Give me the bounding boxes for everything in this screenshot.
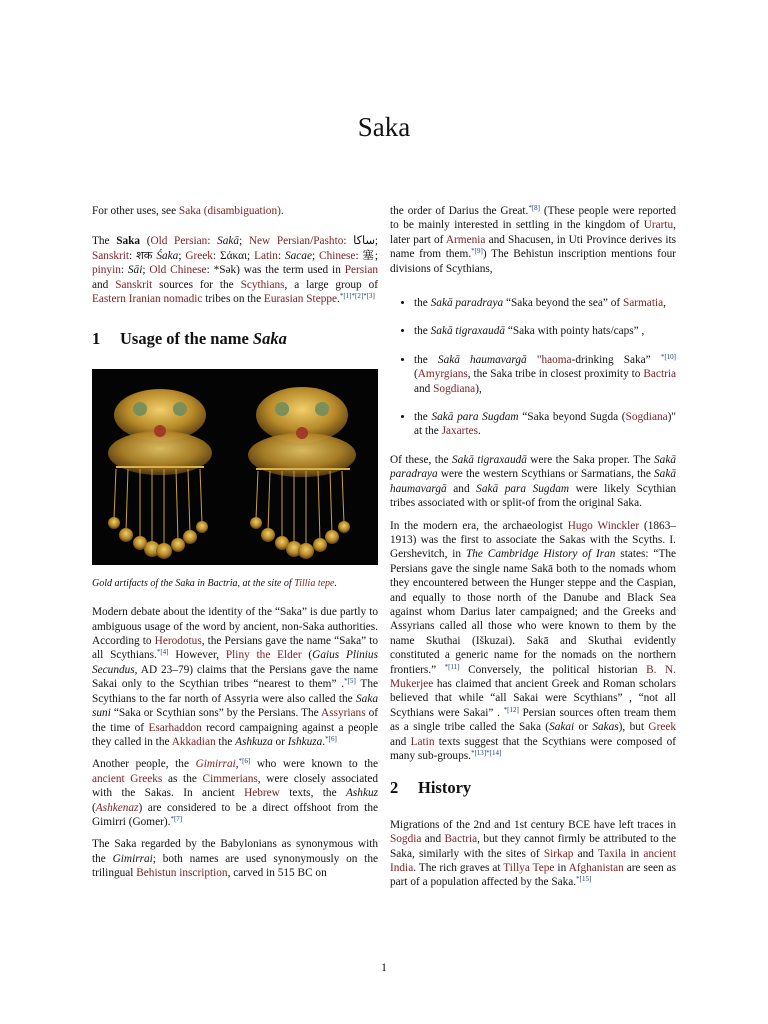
text: Of these, the [390,453,452,466]
text: The Saka regarded by the Babylonians as synonymous with the [92,838,378,865]
text: or [272,735,288,748]
text: were the Saka proper. The [526,453,655,466]
citation-ref[interactable]: *[7] [170,814,183,823]
term-arabic: ساکا [353,235,375,248]
term: Sāi [127,264,143,277]
link-taxila[interactable]: Taxila [597,847,627,860]
text: , later part of [390,219,676,246]
hatnote-end: . [280,205,284,217]
list-item [414,353,676,396]
term: Sakas [592,721,619,734]
link-new-persian[interactable]: New Persian [248,235,311,248]
gold-artifacts-illustration [92,369,378,565]
text: : शक [129,249,157,262]
text: and [446,482,477,495]
text: has claimed that ancient Greek and Roman scholars believed that while “all Sakai were Scythians” , “not all Scythians were Sakai” . [390,677,676,719]
text: “Saka beyond the sea” of [503,297,623,310]
gold-artifacts-photo [92,369,378,565]
section-number: 2 [390,778,399,798]
text: Another people, the [92,758,196,771]
text: ; [142,264,150,277]
link-herodotus[interactable]: Herodotus [154,635,202,648]
term: Sakā [217,235,240,248]
text: Conversely, the political historian [459,663,647,676]
link-haoma[interactable]: haoma [541,353,572,366]
link-latin[interactable]: Latin [410,735,435,748]
term: Sacae [285,249,312,262]
citation-ref[interactable]: *[6] [325,734,337,743]
text: (1863–1913) was the first to associate the Sakas with the Scyths. I. Gershevitch, in [390,519,676,561]
paragraph-usage-2 [92,757,378,829]
page-title: Saka [357,112,411,142]
text: states: “The Persians gave the single name Sakā both to the nomads whom they encountered between the Hunger steppe and the Caspian, and equally to those north of the Danube and Black Sea against whom Darius later campaigned; and the Greeks and Assyrians called all those who were known to them by the name Skuthai (Iškuzai). Sakā and Skuthai evidently constituted a generic name for the nomads on the northern frontiers.” [390,548,677,676]
text: Persian sources often tream them as a single tribe called the Saka ( [390,706,676,734]
link-persian[interactable]: Persian [344,264,378,277]
text: : Σάκαι; [212,249,255,262]
text: as the [162,772,203,785]
disambiguation-link[interactable]: Saka (disambiguation) [178,205,281,217]
text: Modern debate about the identity of the “Saka” is due partly to ambiguous usage of the word by ancient, non-Saka authorities. According to [92,606,378,648]
link-sarmatia[interactable]: Sarmatia [622,297,664,310]
text: the [414,353,438,366]
term: Sakā paradraya [390,453,676,481]
term: Gaius Plinius Secundus [92,649,378,676]
page-number: 1 [381,960,387,974]
term: Sakai [549,721,575,734]
paragraph-usage-3 [92,837,378,880]
link-sogdiana[interactable]: Sogdiana [433,382,476,395]
text: ; [311,249,320,262]
text: ; [178,249,186,262]
text: ; [239,235,249,248]
text: in [554,862,569,875]
text: , the Saka tribe in closest proximity to [467,368,644,381]
text: / [310,235,314,248]
text: . [322,735,326,748]
citation-ref[interactable]: *[15] [576,875,592,884]
link-pashto[interactable]: Pashto [313,235,344,248]
section-number: 1 [92,329,101,349]
citation-ref[interactable]: *[14] [486,749,502,757]
citation-ref[interactable]: *[8] [528,204,540,212]
text: The Scythians to the far north of Assyria were also called the [92,678,378,705]
text: : [277,249,285,262]
text: ), [475,382,482,395]
section-title-em: Saka [252,329,287,349]
text: ( [414,368,418,381]
citation-ref[interactable]: *[4] [156,648,169,657]
citation-ref[interactable]: *[10] [660,352,676,361]
link-pinyin[interactable]: pinyin [92,264,121,277]
text: in [626,847,644,860]
citation-ref[interactable]: *[1] [339,292,352,301]
link-ancient-greeks[interactable]: ancient Greeks [92,772,163,785]
citation-ref[interactable]: *[2] [351,292,364,301]
paragraph-usage-1 [92,605,378,749]
text: ) The Behistun inscription mentions four divisions of Scythians, [390,248,677,275]
section-heading-usage [92,329,378,349]
link-sirkap[interactable]: Sirkap [543,847,574,860]
term-saka: Saka [116,235,141,248]
link-sogdia[interactable]: Sogdia [390,833,422,846]
text: , the Persians gave the name “Saka” to all Scythians. [92,635,378,662]
text: : [120,264,128,277]
link-sanskrit[interactable]: Sanskrit [92,249,130,262]
link-eurasian-steppe[interactable]: Eurasian Steppe [263,293,338,306]
text: ) are considered to be a direct offshoot from the Gimirri (Gomer). [92,801,378,828]
text: the order of Darius the Great. [390,205,529,217]
link-sogdiana[interactable]: Sogdiana [625,411,668,424]
paragraph-divisions [390,453,676,511]
link-tillya-tepe[interactable]: Tillya Tepe [503,862,555,875]
text: : *Sək) was the term used in [206,264,345,277]
text: the [414,325,431,338]
link-armenia[interactable]: Armenia [445,233,486,246]
link-cimmerians[interactable]: Cimmerians [202,772,258,785]
term: Sakā paradraya [430,297,504,310]
text: -drinking Saka” [571,353,661,366]
text: . [478,425,481,438]
link-latin[interactable]: Latin [254,249,278,262]
text: and [414,382,434,395]
link-nomadic[interactable]: nomadic [163,293,203,306]
citation-ref[interactable]: *[11] [444,662,460,671]
text: and [92,278,116,291]
text: the [414,297,431,310]
text: who were known to the [250,758,378,771]
text: In the modern era, the archaeologist [390,519,568,532]
citation-ref[interactable]: *[6] [238,757,251,766]
text: Migrations of the 2nd and 1st century BCE have left traces in [390,818,676,831]
caption-end: . [334,577,337,589]
text: However, [168,649,226,662]
text: the [215,735,236,748]
term: Śaka [156,249,179,262]
term: Sakā para Sugdam [431,411,519,424]
intro-paragraph [92,234,378,306]
text: , a large group of [284,278,378,291]
text: , [235,758,239,771]
right-column [390,204,676,898]
text: of the time of [92,707,378,734]
text: and [421,833,445,846]
text: " [526,353,542,366]
link-jaxartes[interactable]: Jaxartes [441,425,478,438]
link-amyrgians[interactable]: Amyrgians [417,368,468,381]
text: and [390,735,411,748]
text: : 塞; [355,249,378,262]
link-greek[interactable]: Greek [648,721,677,734]
link-gimirrai[interactable]: Gimirrai [195,758,236,771]
citation-ref[interactable]: *[3] [363,292,375,301]
paragraph-darius [390,204,676,276]
text: texts suggest that the Scythians were composed of many sub-groups. [390,735,676,762]
text: , were closely associated with the Sakas. In ancient [92,772,379,800]
hatnote-text: For other uses, see [92,205,179,217]
text: ( [92,801,96,814]
text: and [573,847,598,860]
text: . The rich graves at [413,862,504,875]
text: were likely Scythian tribes associated with or split-of from the original Saka. [390,482,676,510]
text: the [414,411,432,424]
left-column [92,204,378,889]
hatnote [92,204,378,218]
link-bactria[interactable]: Bactria [643,368,676,381]
text: are seen as part of a population affected by the Saka. [390,862,677,889]
citation-ref[interactable]: *[13] [470,749,487,757]
text: ), but [618,721,649,734]
text: sources for the [152,278,241,291]
text: , [663,297,666,310]
link-ashkenaz[interactable]: Ashkenaz [95,801,139,814]
text: ; both names are used synonymously on the trilingual [92,852,378,880]
link-hugo-winckler[interactable]: Hugo Winckler [567,519,640,532]
link-scythians[interactable]: Scythians [240,278,285,291]
text: record campaigning against a people they called in the [92,721,378,748]
text: The [92,235,117,248]
term: Saka suni [92,692,378,720]
text: , carved in 515 BC on [227,867,327,880]
link-behistun[interactable]: Behistun inscription [136,867,228,880]
term: Sakā haumavargā [437,353,527,366]
link-old-persian[interactable]: Old Persian [150,235,208,248]
text: . [337,293,340,306]
section-title: History [418,778,472,798]
list-item [414,296,676,310]
text: ( [301,649,313,662]
link-akkadian[interactable]: Akkadian [171,735,216,748]
text: “Saka with pointy hats/caps” , [505,325,645,338]
term: Ashkuza [235,735,273,748]
link-ancient-india[interactable]: ancient India [390,847,676,875]
citation-ref[interactable]: *[9] [471,247,483,256]
term: Ashkuz [346,787,379,800]
text: (These people were reported to be mainly interested in settling in the kingdom of [390,205,676,232]
link-pliny[interactable]: Pliny the Elder [225,649,302,662]
link-tillia-tepe[interactable]: Tillia tepe [294,577,335,589]
paragraph-history [390,818,676,890]
text: , but they cannot firmly be attributed to the Saka, similarly with the sites of [390,833,676,860]
text: “Saka or Scythian sons” by the Persians. The [110,707,322,720]
text: ( [140,235,151,248]
link-old-chinese[interactable]: Old Chinese [149,264,207,277]
caption-text: Gold artifacts of the Saka in Bactria, at the site of [92,577,295,589]
link-sanskrit-2[interactable]: Sanskrit [115,278,153,291]
link-greek[interactable]: Greek [185,249,213,262]
term: Sakā haumavargā [390,468,676,495]
link-chinese[interactable]: Chinese [319,249,356,262]
term: Gimirrai [112,852,153,865]
scythian-divisions-list [390,296,676,439]
section-heading-history [390,778,676,798]
text: texts, the [279,787,346,800]
citation-ref[interactable]: *[5] [344,677,356,686]
text: tribes on the [202,293,264,306]
link-bactria[interactable]: Bactria [444,833,478,846]
text: , AD 23–79) claims that the Persians gave the name Sakai only to the Scythian tribes “nearest to them” . [92,663,378,691]
link-mukerjee[interactable]: B. N. Mukerjee [390,663,676,690]
term: Sakā tigraxaudā [430,325,506,338]
paragraph-modern-era [390,519,676,764]
link-eastern-iranian[interactable]: Eastern Iranian [92,293,161,306]
list-item [414,324,676,338]
text: or [574,721,593,734]
text: : [207,235,218,248]
citation-ref[interactable]: *[12] [503,705,519,714]
link-hebrew[interactable]: Hebrew [244,787,280,800]
term: Sakā tigraxaudā [451,453,527,466]
term: Ishkuza [287,735,323,748]
image-caption [92,577,378,591]
text: and Shacusen, in Uti Province derives its name from them. [390,233,676,261]
text: : [343,235,354,248]
term: Sakā para Sugdam [476,482,570,495]
term: The Cambridge History of Iran [465,548,616,561]
link-urartu[interactable]: Urartu [643,219,674,232]
list-item [414,410,676,439]
link-esarhaddon[interactable]: Esarhaddon [148,721,202,734]
text: “Saka beyond Sugda ( [518,411,626,424]
text: )" at the [414,411,676,438]
link-afghanistan[interactable]: Afghanistan [568,862,624,875]
text: were the western Scythians or Sarmatians, the [437,468,655,481]
link-assyrians[interactable]: Assyrians [321,707,366,720]
text: ; [374,235,379,248]
section-title: Usage of the name [120,329,249,349]
